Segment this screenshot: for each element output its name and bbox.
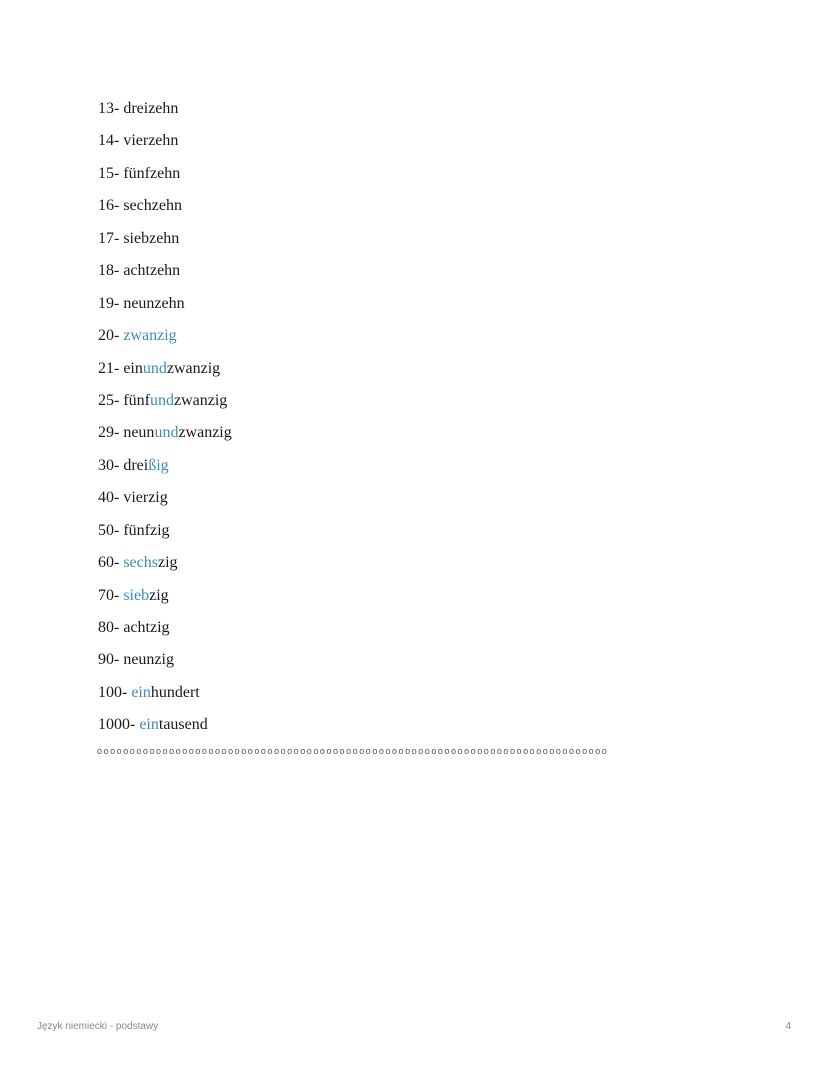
list-item (98, 358, 232, 390)
list-item (98, 520, 232, 552)
text: 14- vierzehn (98, 132, 179, 150)
list-item (98, 293, 232, 325)
footer-title: Język niemiecki - podstawy (37, 1021, 159, 1032)
list-item (98, 552, 232, 584)
list-item (98, 195, 232, 227)
text: 21- ein (98, 359, 143, 377)
text: 16- sechzehn (98, 197, 182, 215)
list-item (98, 163, 232, 195)
list-item (98, 649, 232, 681)
text: 1000- (98, 716, 140, 734)
text: hundert (150, 683, 200, 701)
list-item (98, 617, 232, 649)
list-item (98, 390, 232, 422)
separator-line: oooooooooooooooooooooooooooooooooooooooooooooooooooooooooooooooooooooooooooooo (97, 746, 609, 756)
text: zig (149, 586, 169, 604)
highlighted-text: zwanzig (123, 327, 177, 345)
text: zwanzig (166, 359, 221, 377)
list-item (98, 682, 232, 714)
highlighted-text: ein (139, 716, 159, 734)
text: 29- neun (98, 424, 155, 442)
number-list (98, 98, 232, 747)
text: 100- (98, 683, 132, 701)
highlighted-text: sechs (123, 554, 158, 572)
list-item (98, 98, 232, 130)
highlighted-text: ßig (148, 456, 169, 474)
list-item (98, 130, 232, 162)
list-item (98, 455, 232, 487)
text: 13- dreizehn (98, 100, 179, 117)
list-item (98, 714, 232, 746)
highlighted-text: und (142, 359, 167, 377)
text: zwanzig (178, 424, 232, 442)
text: 18- achtzehn (98, 262, 181, 280)
page-number: 4 (785, 1021, 791, 1032)
highlighted-text: sieb (123, 586, 150, 604)
text: 17- siebzehn (98, 229, 180, 247)
text: 15- fünfzehn (98, 164, 181, 182)
list-item (98, 487, 232, 519)
list-item (98, 228, 232, 260)
text: 50- fünfzig (98, 521, 170, 539)
highlighted-text: und (154, 424, 179, 442)
highlighted-text: und (149, 391, 174, 409)
text: zwanzig (173, 391, 228, 409)
text: 20- (98, 327, 124, 345)
text: tausend (158, 716, 208, 734)
list-item (98, 585, 232, 617)
text: zig (157, 554, 178, 572)
text: 80- achtzig (98, 619, 170, 636)
text: 25- fünf (98, 391, 150, 409)
list-item (98, 260, 232, 292)
text: 30- drei (98, 456, 149, 474)
highlighted-text: ein (131, 683, 151, 701)
text: 40- vierzig (98, 489, 168, 507)
text: 90- neunzig (98, 651, 174, 669)
text: 19- neunzehn (98, 294, 185, 312)
list-item (98, 325, 232, 357)
text: 60- (98, 554, 124, 572)
text: 70- (98, 586, 124, 604)
list-item (98, 422, 232, 454)
